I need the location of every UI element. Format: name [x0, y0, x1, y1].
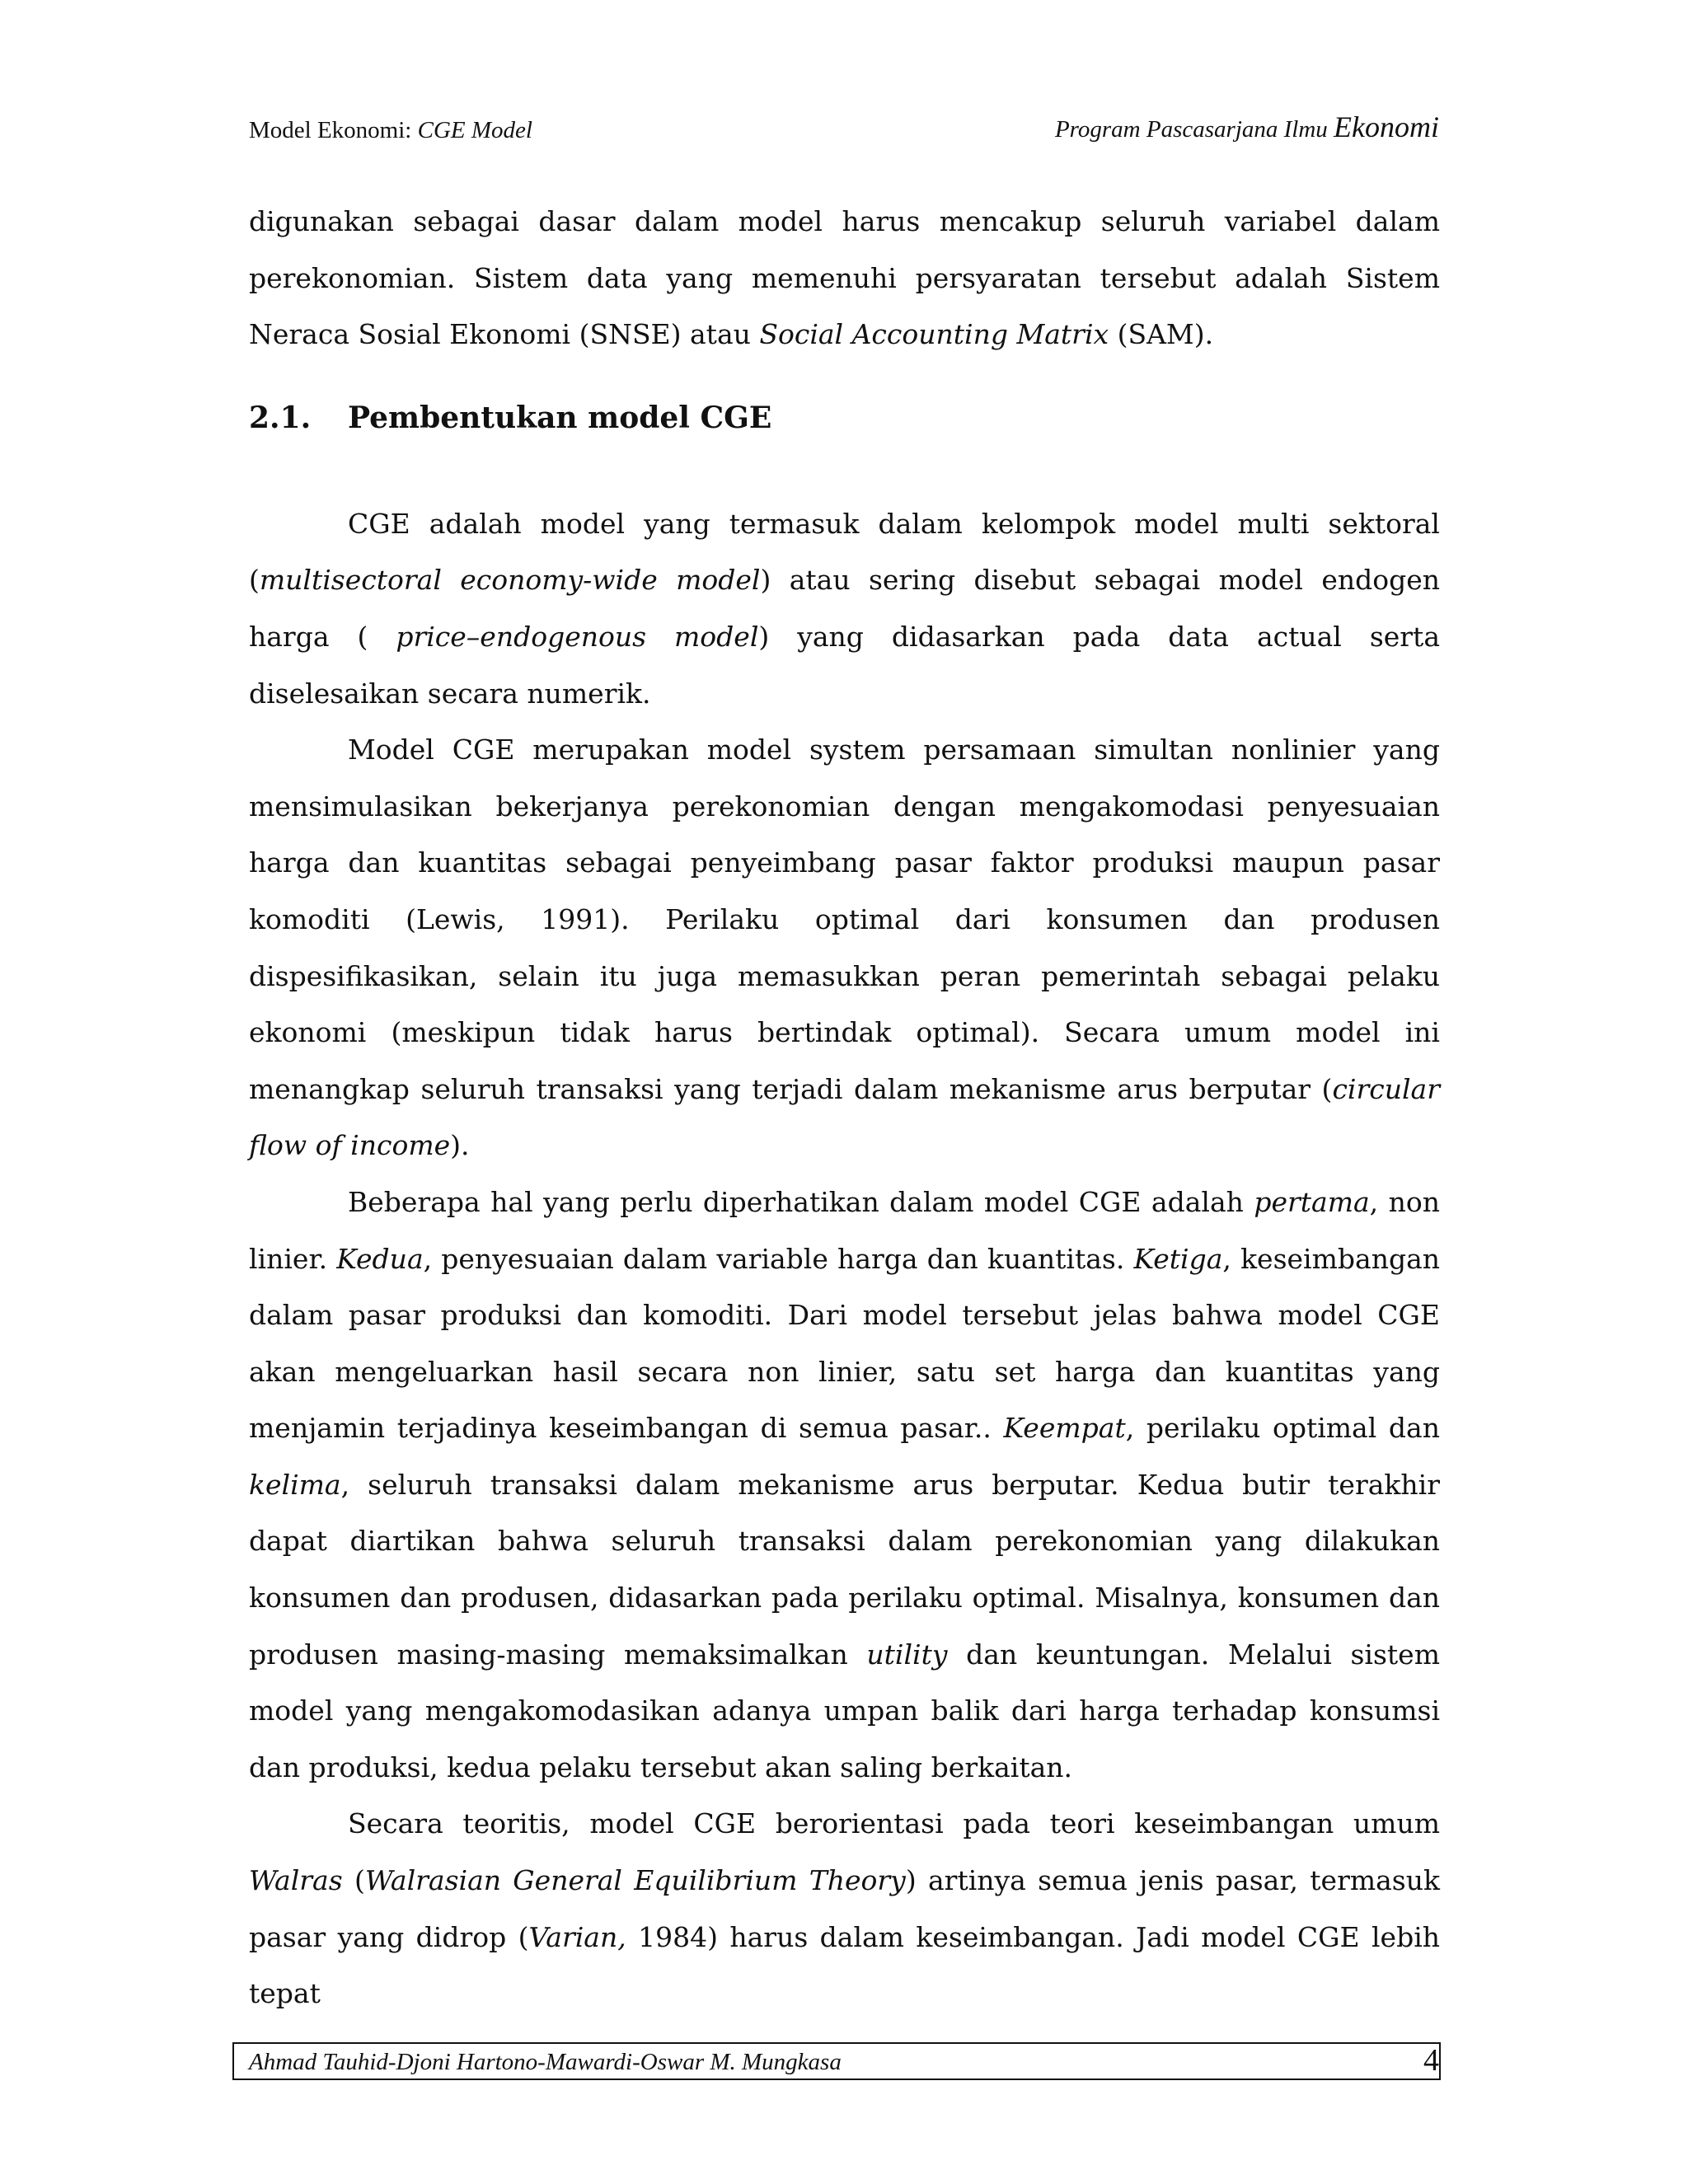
text-run: ). — [450, 1129, 470, 1162]
paragraph-cge-system — [249, 722, 1440, 1174]
header-left-prefix: Model Ekonomi: — [249, 117, 418, 143]
section-title: Pembentukan model CGE — [348, 400, 772, 435]
text-run: ) artinya semua jenis pasar, termasuk pasar yang didrop ( — [249, 1864, 1440, 1953]
text-run: dan keuntungan. Melalui sistem model yang mengakomodasikan adanya umpan balik dari harga terhadap konsumsi dan produksi, kedua pelaku tersebut akan saling berkaitan. — [249, 1638, 1440, 1783]
intro-paragraph — [249, 194, 1440, 363]
text-run: , seluruh transaksi dalam mekanisme arus berputar. Kedua butir terakhir dapat diartikan bahwa seluruh transaksi dalam perekonomian yang dilakukan konsumen dan produsen, didasarkan pada perilaku optimal. Misalnya, konsumen dan produsen masing-masing memaksimalkan — [249, 1468, 1440, 1671]
text-run: Model CGE merupakan model system persamaan simultan nonlinier yang mensimulasikan bekerjanya perekonomian dengan mengakomodasi penyesuaian harga dan kuantitas sebagai penyeimbang pasar faktor produksi maupun pasar komoditi (Lewis, 1991). Perilaku optimal dari konsumen dan produsen dispesifikasikan, selain itu juga memasukkan peran pemerintah sebagai pelaku ekonomi (meskipun tidak harus bertindak optimal). Secara umum model ini menangkap seluruh transaksi yang terjadi dalam mekanisme arus berputar ( — [249, 733, 1440, 1105]
header-right-big: Ekonomi — [1334, 110, 1439, 143]
italic-run: Walrasian General Equilibrium Theory — [364, 1864, 906, 1897]
body-text — [249, 194, 1440, 2022]
italic-run: price–endogenous model — [396, 620, 759, 653]
text-run: CGE adalah model yang termasuk dalam kelompok model multi sektoral ( — [249, 507, 1440, 597]
header-left — [249, 117, 532, 144]
italic-run: circular flow of income — [249, 1072, 1440, 1162]
text-run: (SAM). — [1109, 318, 1214, 351]
text-run: , keseimbangan dalam pasar produksi dan komoditi. Dari model tersebut jelas bahwa model CGE akan mengeluarkan hasil secara non linier, satu set harga dan kuantitas yang menjamin terjadinya keseimbangan di semua pasar.. — [249, 1242, 1441, 1445]
text-run: ( — [342, 1864, 365, 1897]
text-run: Secara teoritis, model CGE berorientasi pada teori keseimbangan umum — [348, 1807, 1440, 1840]
italic-run: Ketiga — [1133, 1242, 1223, 1275]
header-right — [1055, 110, 1439, 144]
italic-run: Kedua — [336, 1242, 424, 1275]
section-number: 2.1. — [249, 400, 312, 435]
text-run: Beberapa hal yang perlu diperhatikan dalam model CGE adalah — [348, 1185, 1254, 1218]
section-heading — [249, 393, 1440, 443]
text-run: 1984) harus dalam keseimbangan. Jadi model CGE lebih tepat — [249, 1920, 1440, 2010]
text-run: , penyesuaian dalam variable harga dan kuantitas. — [423, 1242, 1134, 1275]
footer-authors: Ahmad Tauhid-Djoni Hartono-Mawardi-Oswar M. Mungkasa — [249, 2049, 842, 2075]
italic-run: Keempat — [1003, 1412, 1126, 1445]
paragraph-cge-definition — [249, 496, 1440, 722]
page-number: 4 — [1423, 2043, 1439, 2078]
text-run: , non linier. — [249, 1185, 1440, 1275]
italic-run: kelima — [249, 1468, 341, 1501]
text-run: digunakan sebagai dasar dalam model harus mencakup seluruh variabel dalam perekonomian. Sistem data yang memenuhi persyaratan tersebut adalah Sistem Neraca Sosial Ekonomi (SNSE) atau — [249, 205, 1440, 351]
paragraph-cge-considerations — [249, 1174, 1440, 1797]
italic-run: multisectoral economy-wide model — [259, 564, 761, 597]
italic-run: pertama — [1254, 1185, 1370, 1218]
running-header — [249, 103, 1439, 144]
paragraph-cge-theory — [249, 1796, 1440, 2022]
text-run: ) yang didasarkan pada data actual serta diselesaikan secara numerik. — [249, 620, 1440, 710]
italic-run: Varian, — [528, 1920, 626, 1953]
text-run: ) atau sering disebut sebagai model endogen harga ( — [249, 564, 1440, 653]
italic-run: utility — [866, 1638, 948, 1671]
header-right-italic: Program Pascasarjana Ilmu — [1054, 116, 1334, 143]
italic-run: Walras — [249, 1864, 343, 1897]
text-run: , perilaku optimal dan — [1125, 1412, 1440, 1445]
header-left-italic: CGE Model — [417, 117, 532, 143]
footer-box — [232, 2042, 1441, 2080]
italic-run: Social Accounting Matrix — [759, 318, 1109, 351]
